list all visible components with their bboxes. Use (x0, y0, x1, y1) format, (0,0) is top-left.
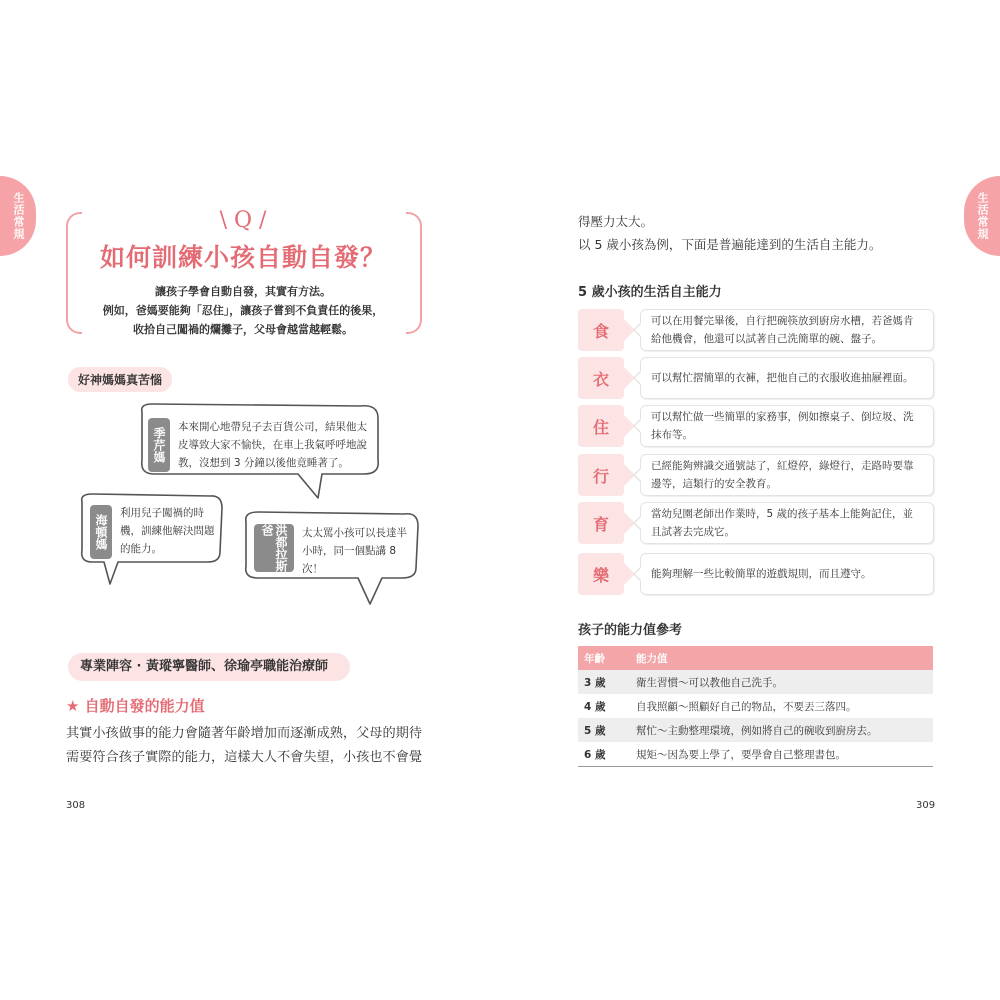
table-cell-age: 4 歲 (584, 700, 606, 713)
table-cell-ability: 規矩～因為要上學了，要學會自己整理書包。 (630, 742, 933, 767)
ability-box (640, 502, 934, 544)
table-cell-ability: 幫忙～主動整理環境，例如將自己的碗收到廚房去。 (630, 718, 933, 742)
table-row (578, 742, 933, 767)
ability-row (578, 502, 934, 544)
intro-line: 以 5 歲小孩為例，下面是普遍能達到的生活自主能力。 (578, 237, 882, 252)
bubble-text: 太太罵小孩可以長達半小時，同一個點講 8 次！ (302, 527, 407, 575)
speaker-badge: 季芹媽 (148, 418, 170, 472)
question-title: 如何訓練小孩自動自發？ (99, 243, 386, 272)
ability-box (640, 405, 934, 447)
ability-text: 能夠理解一些比較簡單的遊戲規則，而且遵守。 (651, 568, 872, 580)
speaker-badge: 洪都拉斯爸 (254, 524, 294, 572)
ability-box (640, 553, 934, 595)
bubble-text: 本來開心地帶兒子去百貨公司，結果他太皮導致大家不愉快，在車上我氣呼呼地說教，沒想到 3 分鐘以後他竟睡著了。 (178, 421, 367, 469)
table-cell-ability: 衛生習慣～可以教他自己洗手。 (630, 670, 933, 694)
ability-row (578, 454, 934, 496)
section-tab-right: 生活常規 (964, 176, 1000, 256)
reference-heading: 孩子的能力值參考 (578, 623, 683, 638)
page-number-right: 309 (916, 800, 936, 811)
subtitle-line: 收拾自己闖禍的爛攤子，父母會越當越輕鬆。 (133, 323, 353, 336)
ability-category: 食 (578, 309, 624, 351)
table-header: 能力值 (630, 646, 933, 670)
table-row (578, 670, 933, 694)
bubble-text: 利用兒子闖禍的時機，訓練他解決問題的能力。 (120, 507, 215, 555)
left-body-text: 其實小孩做事的能力會隨著年齡增加而逐漸成熟，父母的期待需要符合孩子實際的能力，這樣大人不會失望，小孩也不會覺 (66, 726, 423, 765)
page-number-left: 308 (66, 800, 86, 811)
intro-line: 得壓力太大。 (578, 214, 654, 229)
table-cell-ability: 自我照顧～照顧好自己的物品，不要丟三落四。 (636, 700, 857, 713)
ability-text: 可以幫忙做一些簡單的家務事，例如擦桌子、倒垃圾、洗抹布等。 (651, 411, 914, 441)
table-header: 年齡 (578, 646, 630, 670)
ability-category: 育 (578, 502, 624, 544)
question-subtitle (80, 282, 406, 339)
abilities-heading: 5 歲小孩的生活自主能力 (578, 285, 722, 300)
ability-text: 當幼兒園老師出作業時，5 歲的孩子基本上能夠記住，並且試著去完成它。 (651, 508, 914, 538)
ability-category: 住 (578, 405, 624, 447)
ability-category: 衣 (578, 357, 624, 399)
expert-label: 專業陣容 · 黃瑽寧醫師、徐瑜亭職能治療師 (68, 653, 350, 681)
right-intro (578, 210, 881, 256)
subtitle-line: 讓孩子學會自動自發，其實有方法。 (155, 285, 331, 298)
table-cell-age: 6 歲 (578, 742, 630, 767)
ability-text: 可以幫忙摺簡單的衣褲，把他自己的衣服收進抽屜裡面。 (651, 372, 914, 384)
reference-table (578, 646, 933, 767)
ability-row (578, 309, 934, 351)
section-tab-left: 生活常規 (0, 176, 36, 256)
table-row (578, 694, 933, 718)
table-header-row (578, 646, 933, 670)
table-row (578, 718, 933, 742)
ability-box (640, 454, 934, 496)
ability-box (640, 309, 934, 351)
ability-row (578, 357, 934, 399)
question-mark: \ Q / (219, 208, 267, 233)
subtitle-line: 例如，爸媽要能夠「忍住」，讓孩子嘗到不負責任的後果， (102, 304, 384, 317)
ability-category: 樂 (578, 553, 624, 595)
ability-text: 已經能夠辨識交通號誌了，紅燈停，綠燈行，走路時要靠邊等，這類行的安全教育。 (651, 460, 914, 490)
ability-text: 可以在用餐完畢後，自行把碗筷放到廚房水槽，若爸媽肯給他機會，他還可以試著自己洗簡單的碗、盤子。 (651, 315, 914, 345)
table-cell-age: 5 歲 (578, 718, 630, 742)
speaker-badge: 海頓媽 (90, 505, 112, 559)
table-cell-age: 3 歲 (578, 670, 630, 694)
ability-row (578, 553, 934, 595)
parents-label: 好神媽媽真苦惱 (68, 367, 172, 392)
section-heading: ★ 自動自發的能力值 (66, 697, 205, 715)
ability-category: 行 (578, 454, 624, 496)
ability-box (640, 357, 934, 399)
ability-row (578, 405, 934, 447)
